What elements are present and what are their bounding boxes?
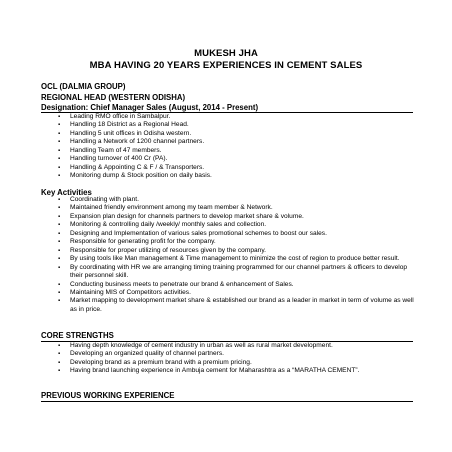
bullet-icon: ▪	[58, 156, 61, 163]
list-item	[58, 113, 378, 121]
list-item	[58, 367, 418, 375]
resume-tagline: MBA HAVING 20 YEARS EXPERIENCES IN CEMENT SALES	[89, 60, 363, 71]
core-strengths-list	[58, 342, 418, 376]
list-item	[58, 221, 418, 229]
list-item	[58, 147, 378, 155]
role-title: REGIONAL HEAD (WESTERN ODISHA)	[41, 93, 186, 102]
list-item-text: Designing and Implementation of various sales promotional schemes to boost our sales.	[70, 229, 327, 237]
list-item-text: Monitoring & controlling daily /weekly/ monthly sales and collection.	[70, 221, 267, 229]
designation: Designation: Chief Manager Sales (August, 2014 - Present)	[41, 103, 259, 112]
list-item-text: Responsible for proper utilizing of resources given by the company.	[70, 246, 266, 254]
list-item	[58, 230, 418, 238]
list-item-text: Maintained friendly environment among my team member & Network.	[70, 204, 273, 212]
bullet-icon: ▪	[58, 239, 61, 246]
bullet-icon: ▪	[58, 281, 61, 288]
bullet-icon: ▪	[58, 164, 61, 171]
list-item	[58, 164, 378, 172]
list-item	[58, 350, 418, 358]
list-item	[58, 359, 418, 367]
company-name: OCL (DALMIA GROUP)	[41, 82, 126, 91]
list-item-text: Responsible for generating profit for the company.	[70, 238, 216, 246]
list-item-text: Handling 18 District as a Regional Head.	[70, 121, 189, 129]
bullet-icon: ▪	[58, 359, 61, 366]
list-item-text: Developing brand as a premium brand with a premium pricing.	[70, 358, 252, 366]
list-item-text: By coordinating with HR we are arranging timing training programmed for our channel partners & officers to develop their personnel skill.	[70, 263, 408, 280]
previous-experience-heading: PREVIOUS WORKING EXPERIENCE	[41, 391, 175, 400]
list-item	[58, 155, 378, 163]
list-item-text: Having depth knowledge of cement industry in urban as well as rural market development.	[70, 342, 333, 349]
bullet-icon: ▪	[58, 213, 61, 220]
list-item	[58, 281, 418, 289]
bullet-icon: ▪	[58, 205, 61, 212]
list-item-text: Handling turnover of 400 Cr (PA).	[70, 155, 168, 163]
bullet-icon: ▪	[58, 122, 61, 129]
bullet-icon: ▪	[58, 114, 61, 120]
list-item	[58, 121, 378, 129]
list-item	[58, 297, 418, 314]
list-item-text: Leading RMO office in Sambalpur.	[70, 113, 171, 120]
bullet-icon: ▪	[58, 256, 61, 263]
key-activities-heading: Key Activities	[41, 188, 92, 197]
candidate-name: MUKESH JHA	[194, 48, 258, 59]
list-item-text: Conducting business meets to penetrate our brand & enhancement of Sales.	[70, 280, 294, 288]
list-item-text: Handling Team of 47 members.	[70, 146, 162, 154]
list-item-text: Handling & Appointing C & F / & Transporters.	[70, 163, 205, 171]
list-item	[58, 247, 418, 255]
experience-highlights-list	[58, 113, 378, 181]
list-item	[58, 289, 418, 297]
bullet-icon: ▪	[58, 368, 61, 375]
bullet-icon: ▪	[58, 247, 61, 254]
core-strengths-heading: CORE STRENGTHS	[41, 331, 114, 340]
list-item	[58, 255, 418, 263]
list-item	[58, 213, 418, 221]
bullet-icon: ▪	[58, 264, 61, 271]
bullet-icon: ▪	[58, 173, 61, 180]
key-activities-list	[58, 196, 418, 314]
list-item	[58, 196, 418, 204]
bullet-icon: ▪	[58, 230, 61, 237]
list-item	[58, 204, 418, 212]
list-item-text: Handling a Network of 1200 channel partners.	[70, 138, 205, 146]
list-item-text: Coordinating with plant.	[70, 196, 139, 203]
list-item	[58, 172, 378, 180]
list-item-text: Monitoring dump & Stock position on daily basis.	[70, 172, 212, 180]
section-divider	[41, 401, 413, 402]
bullet-icon: ▪	[58, 139, 61, 146]
bullet-icon: ▪	[58, 130, 61, 137]
list-item-text: Expansion plan design for channels partners to develop market share & volume.	[70, 212, 304, 220]
list-item-text: Market mapping to development market share & established our brand as a leader in market in term of volume as well as in price.	[70, 297, 414, 313]
bullet-icon: ▪	[58, 343, 61, 349]
list-item-text: By using tools like Man management & Time management to minimize the cost of region to produce better result.	[70, 255, 400, 263]
list-item	[58, 130, 378, 138]
bullet-icon: ▪	[58, 147, 61, 154]
bullet-icon: ▪	[58, 197, 61, 203]
bullet-icon: ▪	[58, 222, 61, 229]
list-item-text: Having brand launching experience in Ambuja cement for Maharashtra as a “MARATHA CEMENT”.	[70, 367, 360, 375]
list-item	[58, 264, 418, 281]
list-item	[58, 342, 418, 350]
bullet-icon: ▪	[58, 289, 61, 296]
list-item-text: Handling 5 unit offices in Odisha western.	[70, 129, 192, 137]
list-item-text: Maintaining MIS of Competitors activities.	[70, 288, 191, 296]
list-item	[58, 138, 378, 146]
list-item	[58, 238, 418, 246]
bullet-icon: ▪	[58, 298, 61, 305]
bullet-icon: ▪	[58, 351, 61, 358]
list-item-text: Developing an organized quality of channel partners.	[70, 350, 224, 358]
